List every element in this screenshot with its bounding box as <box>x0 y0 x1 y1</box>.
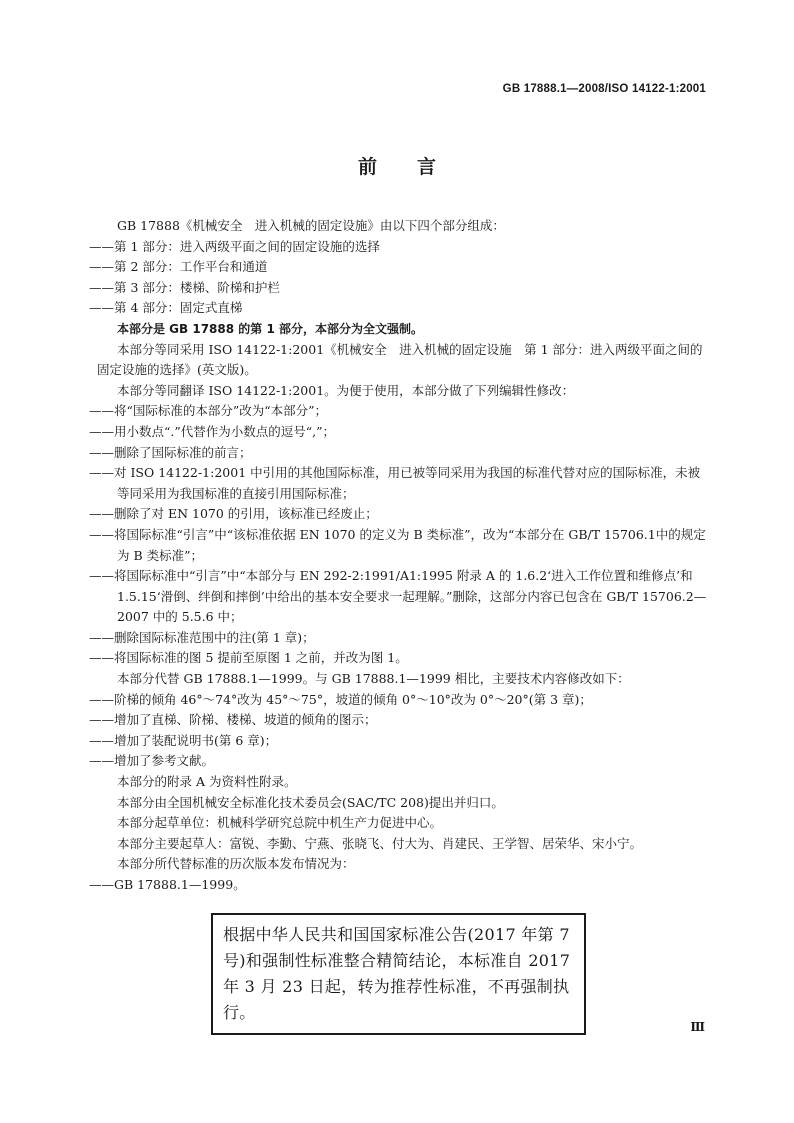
status-notice-box: 根据中华人民共和国国家标准公告(2017 年第 7 号)和强制性标准整合精简结论，本标准自 2017 年 3 月 23 日起，转为推荐性标准，不再强制执行。 <box>211 913 586 1035</box>
list-item: ——对 ISO 14122-1:2001 中引用的其他国际标准，用已被等同采用为我国的标准代替对应的国际标准，未被等同采用为我国标准的直接引用国际标准； <box>89 465 701 501</box>
paragraph-annex: 本部分的附录 A 为资料性附录。 <box>117 774 297 790</box>
paragraph-replaces: 本部分代替 GB 17888.1—1999。与 GB 17888.1—1999 相比，主要技术内容修改如下： <box>117 671 630 687</box>
paragraph-adoption: 本部分等同采用 ISO 14122-1:2001《机械安全 进入机械的固定设施 第 1 部分：进入两级平面之间的固定设施的选择》(英文版)。 <box>97 341 703 378</box>
list-item: ——将国际标准的图 5 提前至原图 1 之前，并改为图 1。 <box>89 650 408 666</box>
paragraph-drafting-unit: 本部分起草单位：机械科学研究总院中机生产力促进中心。 <box>117 815 443 831</box>
page-number: Ⅲ <box>690 1020 705 1034</box>
list-item: ——删除了国际标准的前言； <box>89 444 252 460</box>
list-item: ——删除了对 EN 1070 的引用，该标准已经废止； <box>89 506 378 522</box>
list-item: ——增加了装配说明书(第 6 章)； <box>89 732 278 748</box>
mandatory-statement: 本部分是 GB 17888 的第 1 部分，本部分为全文强制。 <box>117 321 423 336</box>
list-item: ——GB 17888.1—1999。 <box>89 877 246 892</box>
preface-body <box>89 216 707 896</box>
paragraph-intro: GB 17888《机械安全 进入机械的固定设施》由以下四个部分组成： <box>117 218 505 233</box>
list-item: ——将国际标准“引言”中“该标准依据 EN 1070 的定义为 B 类标准”，改为“本部分在 GB/T 15706.1中的规定为 B 类标准”； <box>89 526 706 563</box>
list-item: ——第 4 部分：固定式直梯 <box>89 300 243 316</box>
list-item: ——第 1 部分：进入两级平面之间的固定设施的选择 <box>89 238 380 254</box>
standard-code-header: GB 17888.1—2008/ISO 14122-1:2001 <box>502 83 706 95</box>
list-item: ——第 3 部分：楼梯、阶梯和护栏 <box>89 279 280 295</box>
list-item: ——第 2 部分：工作平台和通道 <box>89 259 268 275</box>
page-title: 前言 <box>357 156 476 178</box>
list-item: ——将“国际标准的本部分”改为“本部分”； <box>89 403 328 419</box>
list-item: ——阶梯的倾角 46°～74°改为 45°～75°，坡道的倾角 0°～10°改为 0°～20°(第 3 章)； <box>89 691 592 707</box>
list-item: ——删除国际标准范围中的注(第 1 章)； <box>89 629 315 645</box>
paragraph-drafters: 本部分主要起草人：富锐、李勤、宁燕、张晓飞、付大为、肖建民、王学智、居荣华、宋小宁。 <box>117 835 643 851</box>
list-item: ——增加了直梯、阶梯、楼梯、坡道的倾角的图示； <box>89 712 377 728</box>
list-item: ——增加了参考文献。 <box>89 753 215 769</box>
list-item: ——用小数点“.”代替作为小数点的逗号“,”； <box>89 423 336 439</box>
paragraph-proposer: 本部分由全国机械安全标准化技术委员会(SAC/TC 208)提出并归口。 <box>117 794 504 810</box>
paragraph-history: 本部分所代替标准的历次版本发布情况为： <box>117 856 355 872</box>
paragraph-translation: 本部分等同翻译 ISO 14122-1:2001。为便于使用，本部分做了下列编辑性修改： <box>117 382 575 398</box>
list-item: ——将国际标准中“引言”中“本部分与 EN 292-2:1991/A1:1995 附录 A 的 1.6.2‘进入工作位置和维修点’和 1.5.15‘滑倒、绊倒和摔倒’中给出的基本安全要求一起理解。”删除，这部分内容已包含在 GB/T 15706.2—2007 中的 5.5.6 中； <box>89 568 707 625</box>
